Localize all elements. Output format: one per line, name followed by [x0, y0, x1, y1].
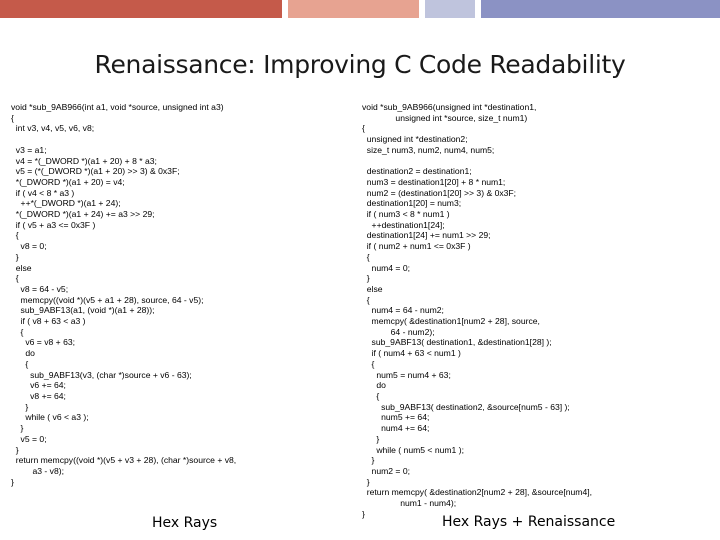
code-line: { [11, 273, 19, 284]
code-line: int v3, v4, v5, v6, v8; [11, 123, 95, 134]
code-line: destination2 = destination1; [362, 166, 472, 177]
top-bar-segment [481, 0, 720, 18]
code-line: return memcpy( &destination2[num2 + 28], &source[num4], [362, 487, 592, 498]
code-line: num2 = (destination1[20] >> 3) & 0x3F; [362, 187, 517, 198]
code-line: do [11, 348, 35, 359]
code-line: sub_9ABF13( destination2, &source[num5 - 63] ); [362, 401, 570, 412]
code-line: num5 += 64; [362, 412, 430, 423]
code-line: v5 = 0; [11, 433, 47, 444]
code-line: { [362, 390, 380, 401]
code-line: } [11, 444, 19, 455]
code-line: { [11, 112, 14, 123]
code-line: sub_9ABF13(a1, (void *)(a1 + 28)); [11, 305, 155, 316]
top-bar-segment [288, 0, 419, 18]
slide-title: Renaissance: Improving C Code Readability [94, 50, 626, 79]
code-line: { [362, 358, 375, 369]
code-line: if ( v5 + a3 <= 0x3F ) [11, 219, 96, 230]
code-line: while ( v6 < a3 ); [11, 412, 89, 423]
code-line: { [362, 251, 370, 262]
code-line: } [362, 508, 365, 519]
code-line: if ( v4 < 8 * a3 ) [11, 187, 75, 198]
code-line: if ( num2 + num1 <= 0x3F ) [362, 241, 471, 252]
code-line: } [362, 433, 380, 444]
code-line: memcpy( &destination1[num2 + 28], source, [362, 316, 540, 327]
code-line: do [362, 380, 386, 391]
code-line: v3 = a1; [11, 144, 47, 155]
code-line: v5 = (*(_DWORD *)(a1 + 20) >> 3) & 0x3F; [11, 166, 180, 177]
code-line: *(_DWORD *)(a1 + 20) = v4; [11, 176, 125, 187]
decorative-top-bar [0, 0, 720, 18]
code-line: void *sub_9AB966(unsigned int *destination1, [362, 102, 537, 112]
code-line: { [362, 123, 365, 134]
code-line: sub_9ABF13(v3, (char *)source + v6 - 63); [11, 369, 192, 380]
code-line: destination1[24] += num1 >> 29; [362, 230, 491, 241]
code-line: num2 = 0; [362, 465, 411, 476]
code-line: memcpy((void *)(v5 + a1 + 28), source, 64 - v5); [11, 294, 204, 305]
code-line: } [362, 476, 370, 487]
top-bar-segment [425, 0, 475, 18]
hex-rays-caption: Hex Rays [152, 515, 218, 531]
code-line: } [362, 455, 375, 466]
code-line: ++destination1[24]; [362, 219, 445, 230]
code-line: a3 - v8); [11, 465, 65, 476]
code-line: num5 = num4 + 63; [362, 369, 451, 380]
code-line: { [11, 230, 19, 241]
code-line: v4 = *(_DWORD *)(a1 + 20) + 8 * a3; [11, 155, 157, 166]
code-line: num4 = 0; [362, 262, 411, 273]
code-line: else [362, 283, 383, 294]
code-line: unsigned int *destination2; [362, 134, 468, 145]
code-line: } [11, 476, 14, 487]
code-line: if ( v8 + 63 < a3 ) [11, 316, 86, 327]
code-line: } [11, 423, 24, 434]
code-line: 64 - num2); [362, 326, 435, 337]
code-line: v8 += 64; [11, 390, 66, 401]
renaissance-code-listing [362, 102, 592, 519]
code-line: } [362, 273, 370, 284]
code-line: } [11, 251, 19, 262]
code-line: { [11, 358, 29, 369]
code-line: if ( num4 + 63 < num1 ) [362, 348, 461, 359]
code-line: num1 - num4); [362, 498, 457, 509]
code-line: *(_DWORD *)(a1 + 24) += a3 >> 29; [11, 209, 155, 220]
code-line: v6 += 64; [11, 380, 66, 391]
code-line: v6 = v8 + 63; [11, 337, 76, 348]
code-line: sub_9ABF13( destination1, &destination1[28] ); [362, 337, 552, 348]
code-line: ++*(_DWORD *)(a1 + 24); [11, 198, 121, 209]
code-line: num3 = destination1[20] + 8 * num1; [362, 176, 506, 187]
code-line: size_t num3, num2, num4, num5; [362, 144, 495, 155]
code-line: while ( num5 < num1 ); [362, 444, 464, 455]
code-line: unsigned int *source, size_t num1) [362, 112, 528, 123]
code-line: { [362, 294, 370, 305]
top-bar-segment [0, 0, 282, 18]
code-line: return memcpy((void *)(v5 + v3 + 28), (char *)source + v8, [11, 455, 237, 466]
code-line: else [11, 262, 32, 273]
renaissance-caption: Hex Rays + Renaissance [442, 514, 616, 530]
hex-rays-code-listing [11, 102, 236, 487]
code-line: v8 = 0; [11, 241, 47, 252]
code-line: destination1[20] = num3; [362, 198, 462, 209]
code-line: if ( num3 < 8 * num1 ) [362, 209, 450, 220]
code-line: void *sub_9AB966(int a1, void *source, unsigned int a3) [11, 102, 224, 112]
code-line: v8 = 64 - v5; [11, 283, 69, 294]
code-line: num4 += 64; [362, 423, 430, 434]
code-line: } [11, 401, 29, 412]
code-line: { [11, 326, 24, 337]
code-line: num4 = 64 - num2; [362, 305, 444, 316]
